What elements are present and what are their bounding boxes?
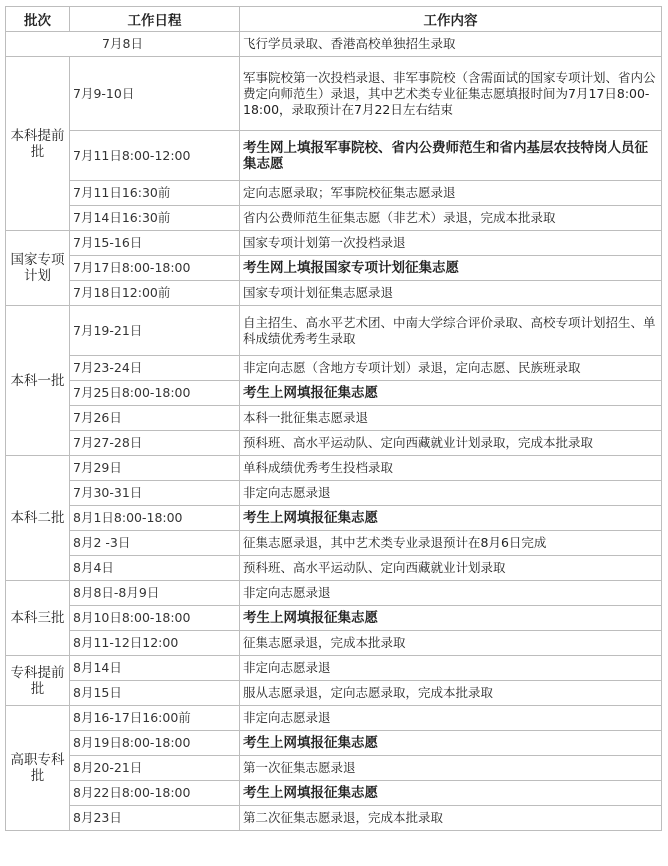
batch-cell: 本科一批 [6,306,70,456]
content-cell: 第二次征集志愿录退，完成本批录取 [240,806,662,831]
header-schedule: 工作日程 [70,7,240,32]
content-cell: 非定向志愿（含地方专项计划）录退，定向志愿、民族班录取 [240,356,662,381]
schedule-cell: 7月9-10日 [70,57,240,131]
content-cell: 省内公费师范生征集志愿（非艺术）录退，完成本批录取 [240,206,662,231]
table-row [6,456,662,481]
table-row [6,506,662,531]
schedule-cell: 7月11日8:00-12:00 [70,131,240,181]
table-row [6,756,662,781]
table-row [6,581,662,606]
batch-cell: 本科二批 [6,456,70,581]
table-row [6,656,662,681]
batch-cell: 高职专科批 [6,706,70,831]
content-cell: 定向志愿录取；军事院校征集志愿录退 [240,181,662,206]
table-row [6,606,662,631]
content-cell: 单科成绩优秀考生投档录取 [240,456,662,481]
content-cell: 考生上网填报征集志愿 [240,731,662,756]
content-cell: 军事院校第一次投档录退、非军事院校（含需面试的国家专项计划、省内公费定向师范生）录退，其中艺术类专业征集志愿填报时间为7月17日8:00-18:00，录取预计在7月22日左右结束 [240,57,662,131]
table-header-row [6,7,662,32]
table-row [6,256,662,281]
header-content: 工作内容 [240,7,662,32]
content-cell: 考生上网填报征集志愿 [240,781,662,806]
table-row [6,231,662,256]
batch-cell: 国家专项计划 [6,231,70,306]
schedule-cell: 8月10日8:00-18:00 [70,606,240,631]
schedule-cell: 8月20-21日 [70,756,240,781]
table-row [6,206,662,231]
table-row [6,806,662,831]
table-row [6,281,662,306]
schedule-cell: 7月11日16:30前 [70,181,240,206]
table-row [6,57,662,131]
table-row [6,181,662,206]
content-cell: 考生上网填报征集志愿 [240,606,662,631]
content-cell: 考生上网填报征集志愿 [240,506,662,531]
schedule-cell: 7月27-28日 [70,431,240,456]
content-cell: 国家专项计划征集志愿录退 [240,281,662,306]
table-row [6,356,662,381]
schedule-cell: 8月22日8:00-18:00 [70,781,240,806]
schedule-cell: 8月1日8:00-18:00 [70,506,240,531]
schedule-cell: 8月2 -3日 [70,531,240,556]
table-row [6,306,662,356]
schedule-cell: 7月8日 [6,32,240,57]
content-cell: 本科一批征集志愿录退 [240,406,662,431]
content-cell: 考生网上填报国家专项计划征集志愿 [240,256,662,281]
table-row [6,131,662,181]
table-row [6,706,662,731]
schedule-cell: 7月19-21日 [70,306,240,356]
schedule-cell: 7月18日12:00前 [70,281,240,306]
table-row [6,32,662,57]
schedule-cell: 8月8日-8月9日 [70,581,240,606]
content-cell: 预科班、高水平运动队、定向西藏就业计划录取，完成本批录取 [240,431,662,456]
table-row [6,531,662,556]
schedule-cell: 8月11-12日12:00 [70,631,240,656]
schedule-cell: 7月15-16日 [70,231,240,256]
header-batch: 批次 [6,7,70,32]
content-cell: 非定向志愿录退 [240,706,662,731]
schedule-cell: 8月14日 [70,656,240,681]
content-cell: 第一次征集志愿录退 [240,756,662,781]
table-row [6,406,662,431]
admission-schedule-table [5,6,662,831]
schedule-cell: 8月4日 [70,556,240,581]
content-cell: 考生网上填报军事院校、省内公费师范生和省内基层农技特岗人员征集志愿 [240,131,662,181]
schedule-cell: 8月23日 [70,806,240,831]
table-row [6,556,662,581]
content-cell: 非定向志愿录退 [240,581,662,606]
content-cell: 非定向志愿录退 [240,481,662,506]
schedule-cell: 7月26日 [70,406,240,431]
content-cell: 征集志愿录退，其中艺术类专业录退预计在8月6日完成 [240,531,662,556]
table-row [6,381,662,406]
content-cell: 国家专项计划第一次投档录退 [240,231,662,256]
schedule-cell: 8月19日8:00-18:00 [70,731,240,756]
table-row [6,481,662,506]
table-row [6,781,662,806]
content-cell: 非定向志愿录退 [240,656,662,681]
table-row [6,681,662,706]
content-cell: 考生上网填报征集志愿 [240,381,662,406]
content-cell: 飞行学员录取、香港高校单独招生录取 [240,32,662,57]
schedule-cell: 7月29日 [70,456,240,481]
content-cell: 征集志愿录退，完成本批录取 [240,631,662,656]
content-cell: 自主招生、高水平艺术团、中南大学综合评价录取、高校专项计划招生、单科成绩优秀考生录取 [240,306,662,356]
schedule-cell: 7月30-31日 [70,481,240,506]
batch-cell: 专科提前批 [6,656,70,706]
schedule-cell: 7月25日8:00-18:00 [70,381,240,406]
table-row [6,431,662,456]
schedule-cell: 7月23-24日 [70,356,240,381]
schedule-cell: 8月15日 [70,681,240,706]
table-row [6,731,662,756]
table-row [6,631,662,656]
content-cell: 预科班、高水平运动队、定向西藏就业计划录取 [240,556,662,581]
schedule-cell: 8月16-17日16:00前 [70,706,240,731]
batch-cell: 本科三批 [6,581,70,656]
schedule-cell: 7月14日16:30前 [70,206,240,231]
schedule-cell: 7月17日8:00-18:00 [70,256,240,281]
batch-cell: 本科提前批 [6,57,70,231]
content-cell: 服从志愿录退，定向志愿录取，完成本批录取 [240,681,662,706]
